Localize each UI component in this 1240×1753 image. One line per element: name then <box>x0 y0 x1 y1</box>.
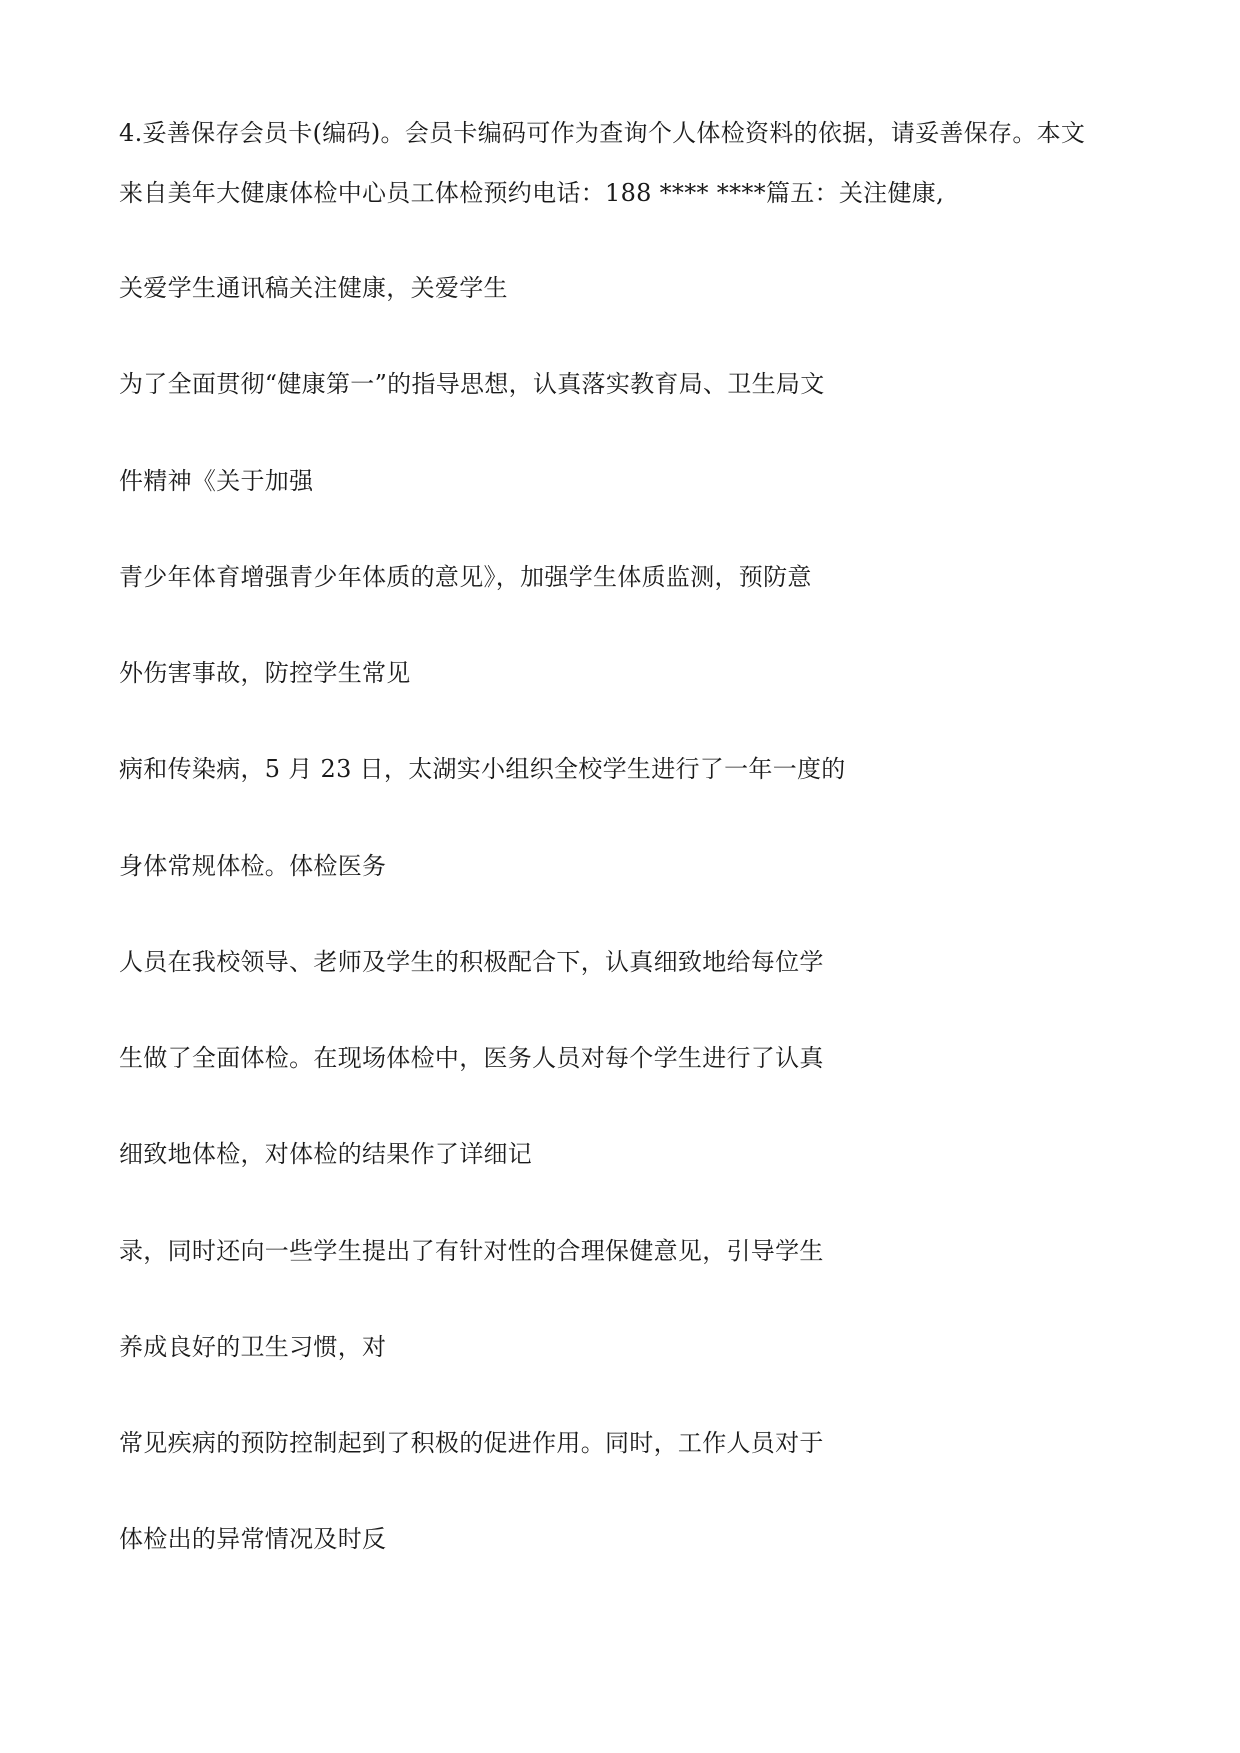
paragraph-line: 外伤害事故，防控学生常见 <box>119 659 411 687</box>
paragraph-line: 养成良好的卫生习惯，对 <box>119 1333 387 1361</box>
paragraph-line: 来自美年大健康体检中心员工体检预约电话：188 **** ****篇五：关注健康, <box>119 179 944 207</box>
paragraph-line: 关爱学生通讯稿关注健康，关爱学生 <box>119 274 508 302</box>
paragraph-line: 为了全面贯彻“健康第一”的指导思想，认真落实教育局、卫生局文 <box>119 370 825 398</box>
paragraph-line: 生做了全面体检。在现场体检中，医务人员对每个学生进行了认真 <box>119 1044 824 1072</box>
paragraph-line: 4.妥善保存会员卡(编码)。会员卡编码可作为查询个人体检资料的依据，请妥善保存。本文 <box>119 119 1086 147</box>
paragraph-line: 常见疾病的预防控制起到了积极的促进作用。同时，工作人员对于 <box>119 1429 824 1457</box>
paragraph-line: 细致地体检，对体检的结果作了详细记 <box>119 1140 533 1168</box>
paragraph-line: 青少年体育增强青少年体质的意见》，加强学生体质监测，预防意 <box>119 563 812 591</box>
paragraph-line: 录，同时还向一些学生提出了有针对性的合理保健意见，引导学生 <box>119 1237 824 1265</box>
paragraph-line: 体检出的异常情况及时反 <box>119 1525 387 1553</box>
paragraph-line: 身体常规体检。体检医务 <box>119 852 387 880</box>
paragraph-line: 件精神《关于加强 <box>119 467 314 495</box>
paragraph-line: 人员在我校领导、老师及学生的积极配合下，认真细致地给每位学 <box>119 948 824 976</box>
paragraph-line: 病和传染病，5 月 23 日，太湖实小组织全校学生进行了一年一度的 <box>119 755 846 783</box>
